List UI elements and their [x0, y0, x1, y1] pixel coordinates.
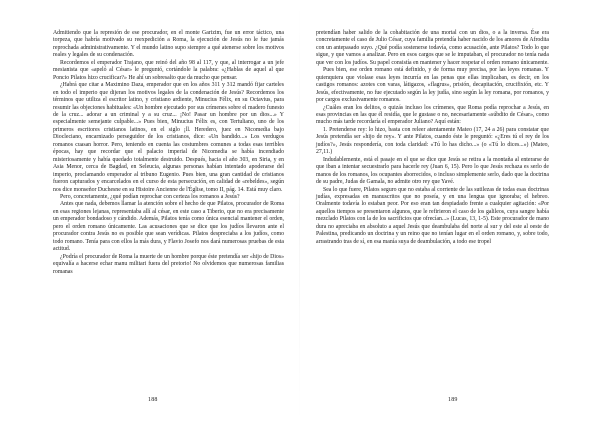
paragraph: 1. Pretenderse rey: lo hizo, basta con releer atentamente Mateo (17, 24 a 26) para constatar que Jesús pretendía ser «hijo de rey». Y ante Pilatos, cuando éste le preguntó: «¿Eres tú el rey de los judíos?», Jesús respondería, con toda claridad: «Tú lo has dicho...» (o «Tú lo dices...») (Mateo, 27,11.): [316, 126, 549, 156]
page-number: 188: [148, 397, 158, 403]
right-page: [300, 0, 600, 426]
paragraph: Pues bien, ese orden romano está definido, y de forma muy precisa, por las leyes romanas. Y quienquiera que violase esas leyes incurría en las penas que ellas implicaban, es decir, en los castigos romanos: azotes con varas, látigazos, «flagrus», prisión, decapitación, crucifixión, etc. Y Jesús, efectivamente, no fue ejecutado según la ley judía, sino según la ley romana, por romanos, y por cargos exclusivamente romanos.: [316, 67, 549, 104]
paragraph: Antes que nada, debemos llamar la atención sobre el hecho de que Pilatos, procurador de Roma en esas regiones lejanas, representaba allí al césar, en este caso a Tiberio, que no era precisamente un emperador bondadoso y cándido. Además, Pilatos tenía como única esencial mantener el orden, pero el orden romano únicamente. Las acusaciones que se dice que los judíos llevaron ante el procurador contra Jesús no es posible que sean verídicas. Pilatos despreciaba a los judíos, como todo romano. Tenía para con ellos la más dura, y Flavio Josefo nos dará numerosas pruebas de esta actitud.: [53, 201, 284, 253]
paragraph: ¿Habrá que citar a Maximino Daza, emperador que en los años 311 y 312 mandó fijar carteles en todo el imperio que dijeran los motivos legales de la condenación de Jesús? Recordemos los términos que utiliza el escritor latino, y cristiano ardiente, Minucius Félix, en su Octavius, para resumir las objeciones habituales: «Un hombre ejecutado por sus crímenes sobre el madero funesto de la cruz... adorar a un criminal y a su cruz... ¡No! Pasar un hombre por un dios...» Y especialmente semejante culpable...» Pues bien, Minucius Félix es, con Tertuliano, uno de los primeros escritores cristianos latinos, en el siglo ¡ll. Heredero, juez en Nicomedia bajo Diocleciano, encarnizado perseguidor de los cristianos, dice: «Un bandido...» Los verdugos romanos cuasan horror. Pero, teniendo en cuenta las costumbres comunes a todas esas terribles épocas, hay que recordar que el palacio imperial de Nicomedia se había incendiado misteriosamente y había quedado totalmente destruido. Después, hacia el año 303, en Siria, y en Asia Menor, cerca de Bagdad, en Seleucia, algunas personas habían intentado apoderarse del imperio, proclamando emperador al tribuno Eugenio. Pues bien, una gran cantidad de cristianos fueron capturados y encarcelados en el curso de esta persecución, en calidad de «rebeldes», según nos dice monseñor Duchesne en su Histoire Ancienne de l'Église, tomo II, pág. 14. Está muy claro.: [53, 82, 284, 193]
paragraph: Admitiendo que la represión de ese procurador, en el monte Garizim, fue un error táctico, una torpeza, que habría motivado su reexpedición a Roma, la ejecución de Jesús no le fue jamás reprochada administrativamente. Y el mundo latino supo siempre a qué atenerse sobre los motivos reales y legales de su condenación.: [53, 30, 284, 59]
paragraph: Indudablemente, está el pasaje en el que se dice que Jesús se retira a la montaña al enterarse de que iban a intentar secuestrarlo para hacerle rey (Juan 6, 15). Pero lo que Jesús rechaza es serlo de manos de los romanos, los ocupantes aborrecidos, o incluso simplemente serlo, dado que la doctrina de su padre, Judas de Gamala, no admite otro rey que Yavé.: [316, 156, 549, 186]
paragraph: Recordemos el emperador Trajano, que reinó del año 98 al 117, y que, al interrogar a un jefe mesianista que «apeló al César» le preguntó, cortándole la palabra: «¿Hablas de aquel al que Poncio Pilatos hizo crucificar?» He ahí un sobresalto que da mucho que pensar.: [53, 59, 284, 81]
left-page-text: [53, 30, 284, 276]
right-page-text: [316, 30, 549, 246]
page-number: 189: [448, 397, 458, 403]
paragraph: Pero, concretamente, ¿qué podían reprochar con certeza los romanos a Jesús?: [60, 193, 240, 200]
paragraph: ¿Cuáles eran los delitos, o quizás incluso los crímenes, que Roma podía reprochar a Jesús, en esas provincias en las que él residía, que le gustase o no, necesariamente «súbdito de César», como mucho más tarde recordaría el emperador Juliano? Aquí están:: [316, 104, 549, 126]
paragraph: Sea lo que fuere, Pilatos seguro que no estaba al corriente de las sutilezas de todas esas doctrinas judías, expresadas en manuscritos que no poseía, y en una lengua que ignoraba; el hebreo. Oralmente todavía lo estaban peor. Por eso eran tan despiadado frente a cualquier agitación: «Por aquellos tiempos se presentaron algunos, que le refirieron el caso de los galileos, cuya sangre había mezclado Pilatos con la de los sacrificios que ofrecían...» (Lucas, 13, 1-5). Este procurador de mano dura no apreciaba en absoluto a aquel Jesús que deambulaba del norte al sur y del este al oeste de Palestina, predicando un doctrina y un reino que no tenían lugar en el orden romano, y, sobre todo, arrastrando tras de sí, en esa manía suya de deambulación, a todo ese tropel: [316, 186, 549, 245]
paragraph: ¿Podría el procurador de Roma la muerte de un hombre porque éste pretendía ser «hijo de Dios» equivalía a hacerse echar manu militari fuera del pretorio! No olvidemos que numerosas familias romanas: [53, 253, 284, 275]
paragraph: pretendían haber salido de la cohabitación de una mortal con un dios, o a la inversa. Ése era concretamente el caso de Julio César, cuya familia pretendía haber nacido de los amores de Afrodita con un antepasado suyo. ¿Qué podía sostenerse todavía, como acusación, ante Pilatos? Todo lo que sigue, y que vamos a analizar. Pero en esos cargos que se le imputaban, el procurador no tenía nada que ver con los judíos. Su papel consistía en mantener y hacer respetar el orden romano únicamente.: [316, 30, 549, 66]
